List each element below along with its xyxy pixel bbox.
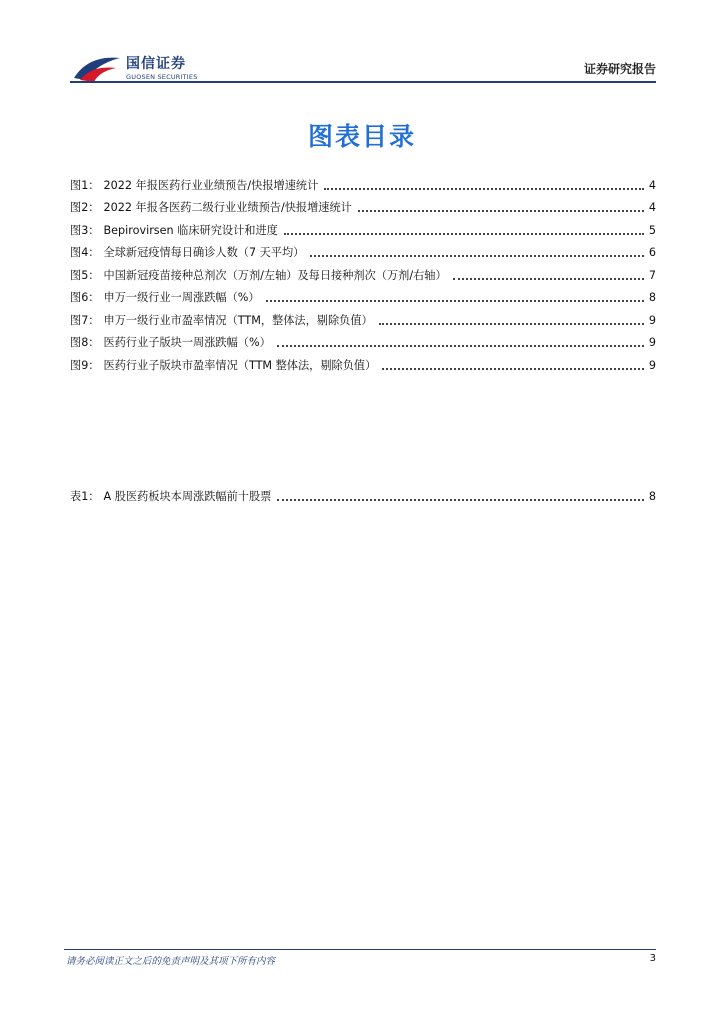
footer-disclaimer: 请务必阅读正文之后的免责声明及其项下所有内容: [66, 956, 276, 967]
toc-entry-page: 9: [648, 313, 656, 327]
footer-page-number: 3: [649, 953, 656, 964]
toc-entry-page: 5: [648, 223, 656, 237]
toc-entry-title: 申万一级行业市盈率情况（TTM，整体法，剔除负值）: [103, 313, 373, 327]
toc-leader-dots: [310, 255, 644, 257]
toc-entry-figure-3[interactable]: [70, 215, 656, 238]
toc-entry-label: 图4：: [70, 246, 100, 259]
toc-entry-label: 图7：: [70, 313, 100, 327]
toc-entry-title: 2022 年报各医药二级行业业绩预告/快报增速统计: [103, 201, 352, 214]
page-header: [0, 0, 724, 90]
toc-entry-figure-1[interactable]: [70, 170, 656, 193]
toc-entry-figure-4[interactable]: [70, 238, 656, 261]
toc-entry-title: Bepirovirsen 临床研究设计和进度: [103, 223, 278, 237]
toc-leader-dots: [358, 210, 644, 212]
toc-entry-label: 图9：: [70, 358, 100, 372]
toc-leader-dots: [277, 499, 644, 501]
toc-entry-figure-9[interactable]: [70, 350, 656, 373]
toc-leader-dots: [453, 278, 644, 280]
toc-entry-label: 图8：: [70, 336, 100, 349]
toc-leader-dots: [324, 188, 644, 190]
report-type: 证券研究报告: [583, 62, 656, 76]
toc-entry-page: 6: [648, 246, 656, 259]
toc-entry-label: 图6：: [70, 291, 100, 304]
toc-entry-label: 图5：: [70, 268, 100, 282]
logo-text-cn: 国信证券: [126, 56, 186, 72]
toc-entry-figure-5[interactable]: [70, 260, 656, 283]
toc-leader-dots: [379, 323, 644, 325]
toc-entry-title: 医药行业子版块市盈率情况（TTM 整体法，剔除负值）: [103, 358, 377, 372]
toc-entry-figure-7[interactable]: [70, 305, 656, 328]
toc-entry-label: 图2：: [70, 201, 100, 214]
toc-leader-dots: [382, 368, 644, 370]
page-title: 图表目录: [307, 122, 416, 151]
header-divider: [70, 81, 656, 83]
toc-entry-page: 9: [648, 358, 656, 372]
toc-entry-page: 4: [648, 201, 656, 214]
toc-leader-dots: [284, 233, 644, 235]
logo-text-en: GUOSEN SECURITIES: [126, 73, 198, 81]
figure-list: [70, 170, 656, 373]
footer-divider: [64, 949, 656, 950]
toc-entry-page: 8: [648, 291, 656, 304]
toc-entry-title: 2022 年报医药行业业绩预告/快报增速统计: [103, 178, 319, 192]
toc-entry-label: 图3：: [70, 223, 100, 237]
toc-leader-dots: [266, 300, 644, 302]
guosen-logo-icon: [70, 52, 124, 84]
toc-entry-title: 全球新冠疫情每日确诊人数（7 天平均）: [103, 246, 305, 259]
toc-entry-page: 7: [648, 268, 656, 282]
toc-entry-title: 中国新冠疫苗接种总剂次（万剂/左轴）及每日接种剂次（万剂/右轴）: [103, 268, 447, 282]
table-list: [70, 481, 656, 504]
toc-entry-label: 图1：: [70, 178, 100, 192]
toc-entry-page: 9: [648, 336, 656, 349]
toc-entry-figure-8[interactable]: [70, 328, 656, 351]
toc-entry-figure-2[interactable]: [70, 193, 656, 216]
toc-entry-page: 8: [648, 489, 656, 503]
toc-entry-page: 4: [648, 178, 656, 192]
toc-entry-figure-6[interactable]: [70, 283, 656, 306]
toc-entry-title: 申万一级行业一周涨跌幅（%）: [103, 291, 260, 304]
toc-entry-label: 表1：: [70, 489, 100, 503]
toc-entry-table-1[interactable]: [70, 481, 656, 504]
toc-entry-title: 医药行业子版块一周涨跌幅（%）: [103, 336, 271, 349]
toc-entry-title: A 股医药板块本周涨跌幅前十股票: [103, 489, 272, 503]
toc-leader-dots: [277, 345, 644, 347]
